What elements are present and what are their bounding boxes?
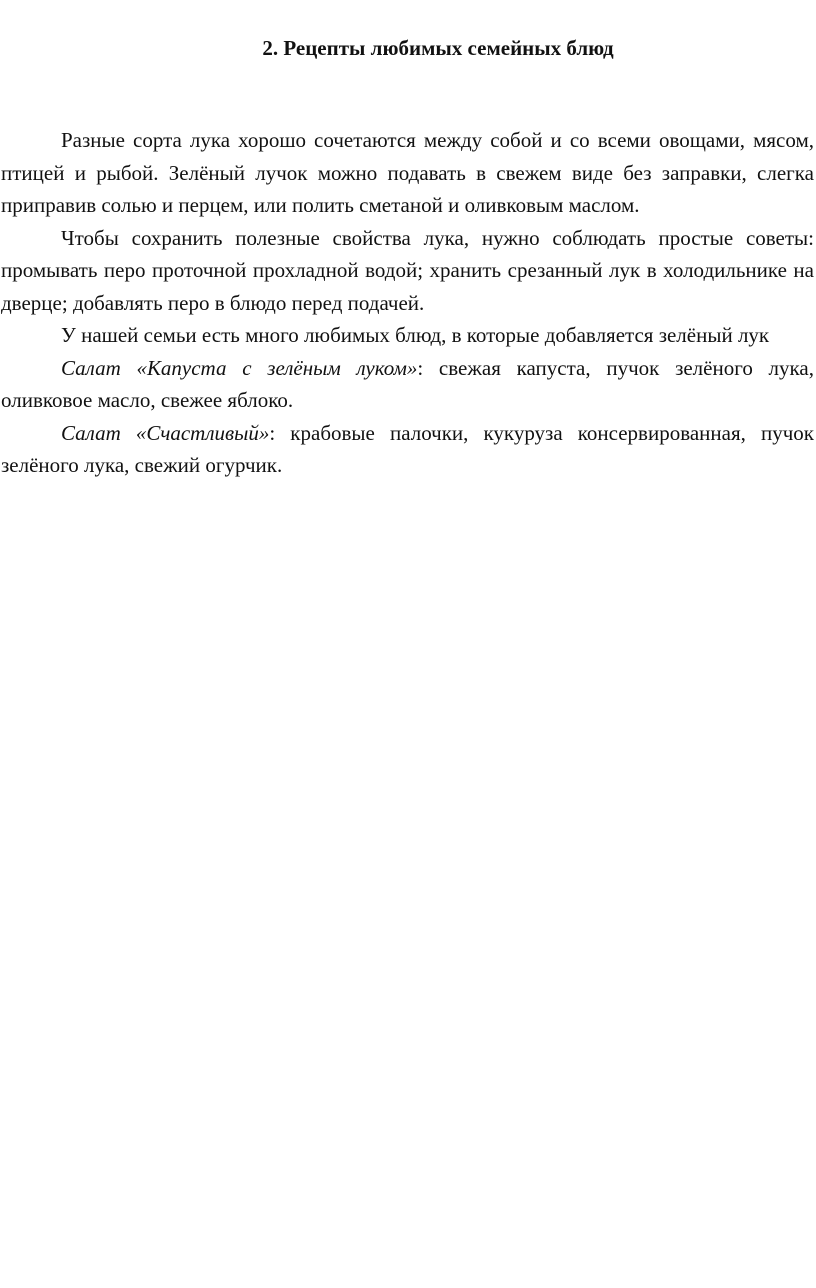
recipe-ingredients: : крабовые палочки, кукуруза консервированная, пучок зелёного лука, свежий огурчик.: [1, 420, 814, 477]
recipe-name: Салат «Счастливый»: [61, 420, 270, 445]
recipe-ingredients: : свежая капуста, пучок зелёного лука, оливковое масло, свежее яблоко.: [1, 355, 814, 412]
recipe-cabbage-salad: [1, 352, 814, 417]
recipe-name: Салат «Капуста с зелёным луком»: [61, 355, 418, 380]
recipe-happy-salad: [1, 417, 814, 482]
paragraph-family-dishes: У нашей семьи есть много любимых блюд, в которые добавляется зелёный лук: [61, 323, 770, 347]
paragraph-onion-varieties: Разные сорта лука хорошо сочетаются между собой и со всеми овощами, мясом, птицей и рыбой. Зелёный лучок можно подавать в свежем виде без заправки, слегка приправив солью и перцем, или полить сметаной и оливковым маслом.: [1, 128, 814, 217]
page-title: 2. Рецепты любимых семейных блюд: [262, 36, 614, 60]
paragraph-storage-tips: Чтобы сохранить полезные свойства лука, нужно соблюдать простые советы: промывать перо проточной прохладной водой; хранить срезанный лук в холодильнике на дверце; добавлять перо в блюдо перед подачей.: [1, 225, 814, 315]
document-body: [0, 124, 816, 482]
